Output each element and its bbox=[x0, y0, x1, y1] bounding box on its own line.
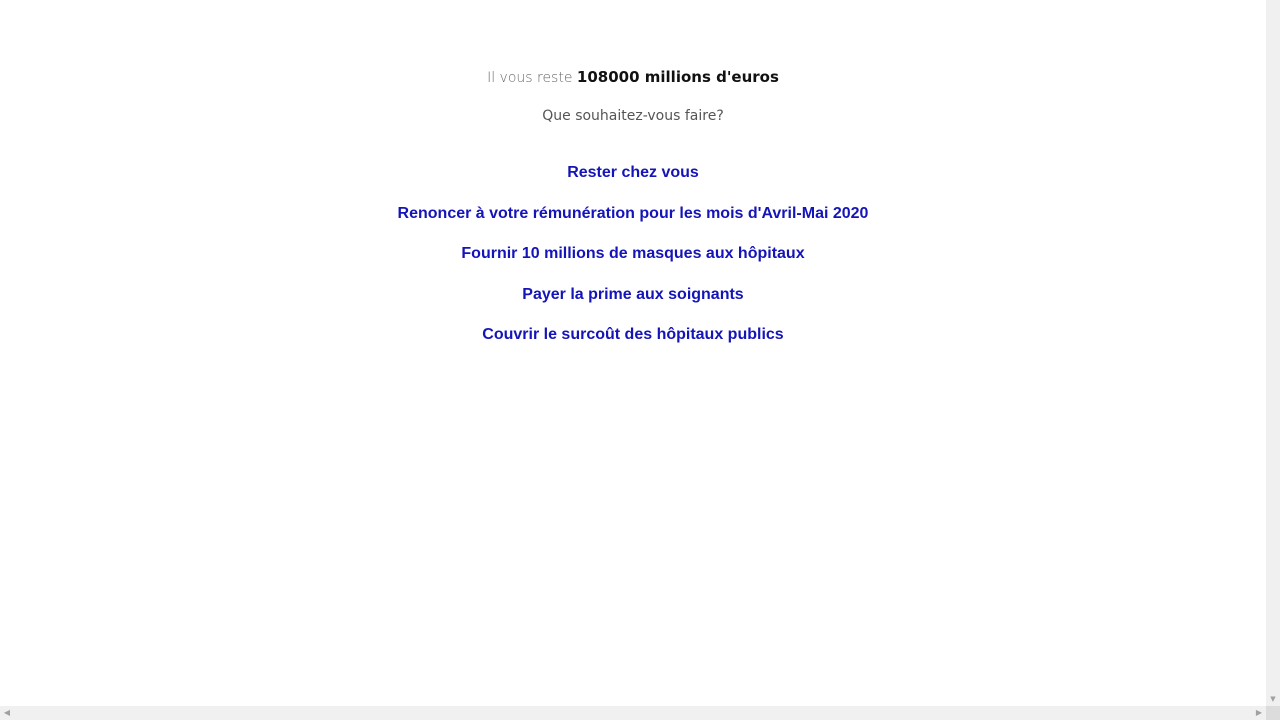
chevron-right-icon[interactable]: ▶ bbox=[1255, 708, 1263, 717]
choice-label[interactable]: Couvrir le surcoût des hôpitaux publics bbox=[482, 326, 784, 343]
choice-stay-home[interactable] bbox=[0, 162, 1266, 203]
choice-label[interactable]: Payer la prime aux soignants bbox=[522, 285, 744, 303]
scrollbar-corner bbox=[1266, 706, 1280, 720]
budget-prefix: Il vous reste bbox=[487, 70, 577, 86]
horizontal-scrollbar[interactable] bbox=[0, 706, 1266, 720]
choice-label[interactable]: Rester chez vous bbox=[567, 164, 699, 181]
budget-amount: 108000 millions d'euros bbox=[576, 68, 779, 86]
choice-pay-caregiver-bonus[interactable] bbox=[0, 284, 1266, 325]
budget-remaining bbox=[0, 68, 1266, 86]
choice-list bbox=[0, 162, 1266, 365]
choice-label[interactable]: Fournir 10 millions de masques aux hôpitaux bbox=[461, 245, 805, 262]
choice-renounce-salary[interactable] bbox=[0, 203, 1266, 244]
choice-cover-hospital-costs[interactable] bbox=[0, 324, 1266, 365]
chevron-down-icon[interactable]: ▼ bbox=[1270, 695, 1276, 703]
question-prompt: Que souhaitez-vous faire? bbox=[542, 108, 724, 124]
choice-provide-masks[interactable] bbox=[0, 243, 1266, 284]
chevron-left-icon[interactable]: ◀ bbox=[3, 708, 11, 717]
vertical-scrollbar[interactable] bbox=[1266, 0, 1280, 706]
choice-label[interactable]: Renoncer à votre rémunération pour les mois d'Avril-Mai 2020 bbox=[397, 204, 869, 222]
